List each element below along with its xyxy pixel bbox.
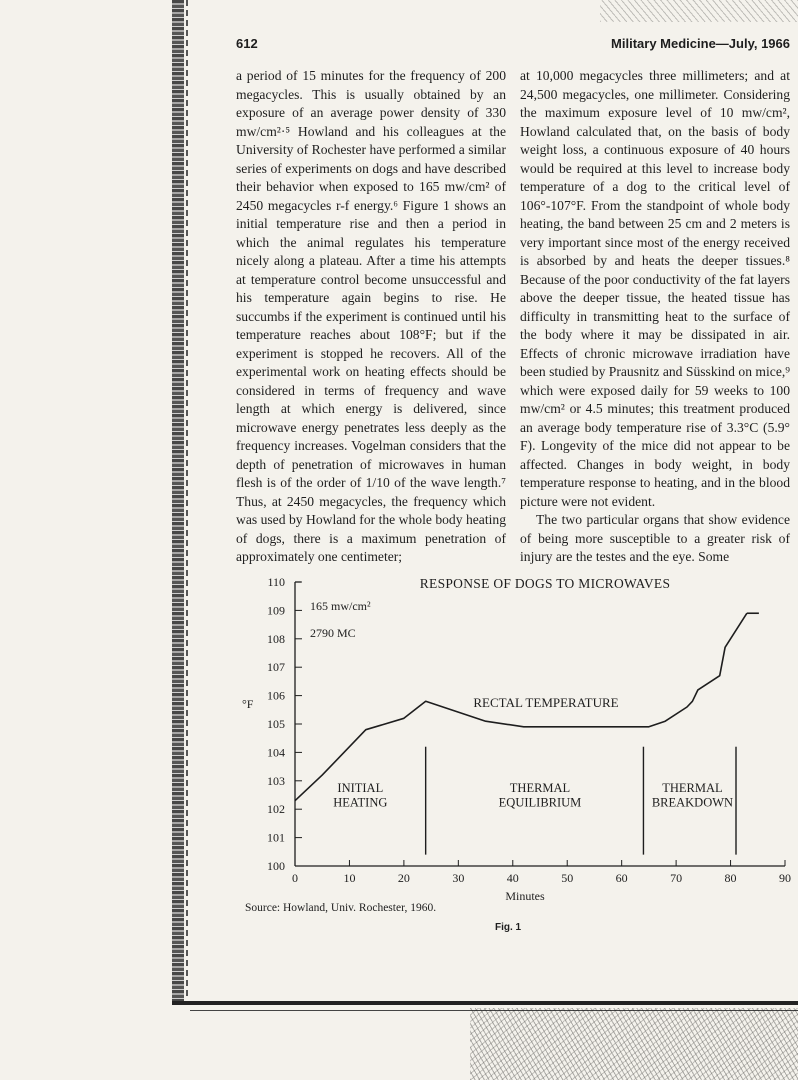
y-axis-label: °F [242,697,254,711]
series-label: RECTAL TEMPERATURE [473,694,619,710]
page-binding-shadow [186,0,188,1000]
y-tick-label: 107 [267,660,285,675]
y-tick-label: 108 [267,631,285,646]
y-tick-label: 105 [267,717,285,731]
phase-label-line2: EQUILIBRIUM [498,795,582,810]
y-tick-label: 101 [267,830,285,845]
y-tick-label: 109 [267,603,285,618]
annotation-power-density: 165 mw/cm² [310,599,371,613]
page-binding-edge [172,0,184,1005]
x-tick-label: 40 [506,871,519,885]
figure-source: Source: Howland, Univ. Rochester, 1960. [245,902,437,914]
x-tick-label: 50 [561,871,574,885]
phase-label-line2: HEATING [333,795,388,810]
x-tick-label: 10 [343,871,356,885]
scan-speckle-bottom [470,1008,798,1080]
y-tick-label: 104 [267,745,285,760]
y-tick-label: 102 [267,802,285,817]
temperature-chart [230,570,798,915]
x-axis-label: Minutes [505,889,545,903]
y-tick-label: 106 [267,688,285,703]
page-footer-rule [172,1001,798,1005]
figure-1 [230,570,798,915]
annotation-frequency: 2790 MC [310,626,356,640]
phase-label-line1: THERMAL [662,781,723,796]
running-head: Military Medicine—July, 1966 [611,36,790,51]
x-tick-label: 0 [292,871,298,885]
x-tick-label: 60 [615,871,628,885]
page-number: 612 [236,36,258,51]
y-tick-label: 110 [267,575,285,589]
x-tick-label: 20 [397,871,410,885]
figure-label: Fig. 1 [495,922,522,933]
right-column [520,67,790,567]
x-tick-label: 30 [452,871,465,885]
y-tick-label: 103 [267,773,285,788]
phase-label-line2: BREAKDOWN [651,795,734,810]
phase-label-line1: THERMAL [509,781,571,796]
right-column-paragraph-1: at 10,000 megacycles three millimeters; and at 24,500 megacycles, one millimeter. Considering the maximum exposure level of 10 mw/cm², Howland calculated that, on the basis of body weight loss, a continuous exposure of 40 hours would be required at this level to increase body temperature of a dog to the critical level of 106°-107°F. From the standpoint of whole body heating, the band between 25 cm and 2 meters is very important since most of the energy received is absorbed by and heats the deeper tissues.⁸ Because of the poor conductivity of the fat layers above the deeper tissue, the heated tissue has difficulty in transmitting heat to the surface of the body where it may be dissipated in air. Effects of chronic microwave irradiation have been studied by Prausnitz and Süsskind on mice,⁹ which were exposed daily for 59 weeks to 100 mw/cm² or 4.5 minutes; this treatment produced an average body temperature rise of 3.3°C (5.9° F). Longevity of the mice did not appear to be affected. Changes in body weight, in body temperature response to heating, and in the blood picture were not evident. [520,68,790,509]
left-column [236,67,506,567]
x-tick-label: 80 [724,871,737,885]
y-tick-label: 100 [267,859,285,873]
phase-label-line1: INITIAL [337,781,384,796]
chart-title: RESPONSE OF DOGS TO MICROWAVES [419,576,671,591]
x-tick-label: 90 [779,871,791,885]
right-column-paragraph-2: The two particular organs that show evidence of being more susceptible to a greater risk of injury are the testes and the eye. Some [520,512,790,564]
x-tick-label: 70 [670,871,683,885]
scan-speckle-top [600,0,798,22]
left-column-paragraph: a period of 15 minutes for the frequency of 200 megacycles. This is usually obtained by an exposure of an average power density of 330 mw/cm²·⁵ Howland and his colleagues at the University of Rochester have performed a similar series of experiments on dogs and have described their behavior when exposed to 165 mw/cm² of 2450 megacycles r-f energy.⁶ Figure 1 shows an initial temperature rise and then a period in which the animal regulates his temperature nicely along a plateau. After a time his attempts at temperature control become unsuccessful and his temperature again begins to rise. He succumbs if the experiment is continued until his temperature reaches about 108°F; but if the experiment is stopped he recovers. All of the experimental work on heating effects should be considered in terms of frequency and wave length at which energy is delivered, since microwave energy penetrates less deeply as the frequency increases. Vogelman considers that the depth of penetration of microwaves in human flesh is of the order of 1/10 of the wave length.⁷ Thus, at 2450 megacycles, the frequency which was used by Howland for the whole body heating of dogs, there is a maximum penetration of approximately one centimeter; [236,68,506,564]
